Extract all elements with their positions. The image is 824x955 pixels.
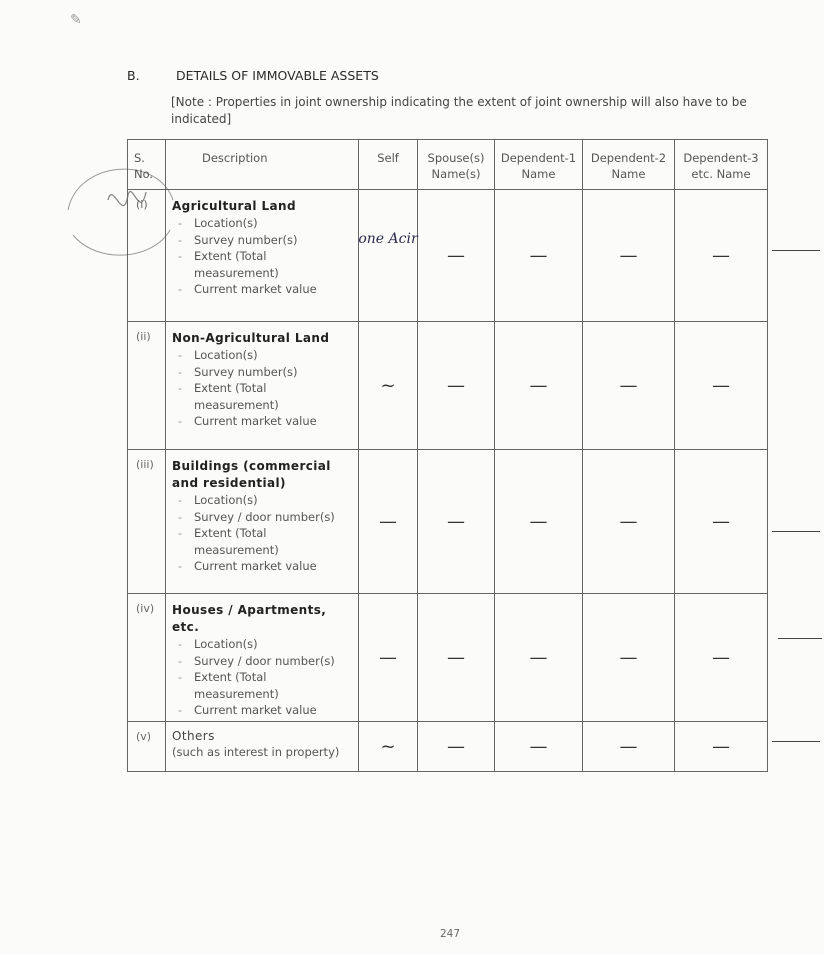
list-item: - Current market value [172,702,354,719]
header-dependent-3: Dependent-3 etc. Name [675,140,768,190]
cell-dependent-3 [675,190,768,322]
cell-dependent-3 [675,722,768,772]
nil-dash: — [712,375,730,396]
nil-dash: — [447,245,465,266]
list-item: - Current market value [172,281,354,298]
nil-dash: — [447,375,465,396]
nil-dash: — [619,245,638,266]
header-dependent-2: Dependent-2 Name [583,140,675,190]
list-item: - Location(s) [172,347,354,364]
cell-self [359,322,418,450]
cell-spouse [418,190,495,322]
scan-line [772,250,820,251]
cell-self [359,594,418,722]
list-item: - Extent (Total measurement) [172,669,354,702]
scan-line [772,531,820,532]
cell-dependent-3 [675,322,768,450]
table-row [128,322,768,450]
cell-dependent-1 [495,594,583,722]
nil-dash: — [619,511,638,532]
scan-line [778,638,822,639]
section-title: DETAILS OF IMMOVABLE ASSETS [175,68,379,83]
nil-dash: — [529,245,548,266]
nil-dash: — [447,511,465,532]
row-category: Agricultural Land [172,199,296,213]
nil-dash: — [529,647,548,668]
nil-dash: ~ [380,736,396,757]
table-row [128,722,768,772]
cell-dependent-2 [583,190,675,322]
list-item: - Extent (Total measurement) [172,248,354,281]
row-category: Non-Agricultural Land [172,331,330,345]
nil-dash: — [712,647,730,668]
cell-spouse [418,322,495,450]
cell-self [359,450,418,594]
list-item: - Survey number(s) [172,232,354,249]
list-item: - Location(s) [172,215,354,232]
nil-dash: — [379,511,397,532]
list-item: - Survey number(s) [172,364,354,381]
nil-dash: — [712,511,730,532]
row-description [166,322,359,450]
cell-self [359,190,418,322]
row-category: Houses / Apartments, etc. [172,603,327,634]
list-item: - Extent (Total measurement) [172,380,354,413]
cell-dependent-2 [583,322,675,450]
list-item: - Extent (Total measurement) [172,525,354,558]
list-item: - Current market value [172,413,354,430]
cell-dependent-3 [675,594,768,722]
header-self: Self [359,140,418,190]
nil-dash: — [447,647,465,668]
row-category: Buildings (commercial and residential) [172,459,331,490]
list-item: - Survey / door number(s) [172,509,354,526]
cell-spouse [418,722,495,772]
header-description: Description [166,140,359,190]
nil-dash: — [529,375,548,396]
row-category: Others [172,729,215,743]
row-description [166,594,359,722]
joint-ownership-note: [Note : Properties in joint ownership indicating the extent of joint ownership will also have to be indicated] [171,95,747,126]
header-dependent-1: Dependent-1 Name [495,140,583,190]
nil-dash: — [529,511,548,532]
nil-dash: — [379,647,397,668]
cell-dependent-2 [583,450,675,594]
nil-dash: — [619,375,638,396]
table-row [128,450,768,594]
nil-dash: — [619,736,638,757]
section-heading [127,68,379,83]
cell-dependent-1 [495,190,583,322]
cell-dependent-3 [675,450,768,594]
scan-smudge: ✎ [70,12,82,28]
list-item: - Current market value [172,558,354,575]
table-row [128,190,768,322]
list-item: - Location(s) [172,492,354,509]
header-spouse: Spouse(s) Name(s) [418,140,495,190]
cell-self [359,722,418,772]
cell-dependent-2 [583,594,675,722]
page-number: 247 [440,928,461,940]
nil-dash: — [712,736,730,757]
cell-dependent-1 [495,450,583,594]
header-sno: S. No. [128,140,166,190]
cell-dependent-1 [495,722,583,772]
row-sno: (i) [128,190,166,322]
table-header-row [128,140,768,190]
row-sno: (v) [128,722,166,772]
nil-dash: — [712,245,730,266]
cell-dependent-1 [495,322,583,450]
nil-dash: ~ [380,375,396,396]
cell-dependent-2 [583,722,675,772]
section-letter: B. [127,68,140,83]
nil-dash: — [529,736,548,757]
scan-line [772,741,820,742]
row-sno: (ii) [128,322,166,450]
cell-spouse [418,450,495,594]
immovable-assets-table [127,139,768,772]
list-item: - Survey / door number(s) [172,653,354,670]
row-sno: (iii) [128,450,166,594]
table-row [128,594,768,722]
row-sno: (iv) [128,594,166,722]
nil-dash: — [619,647,638,668]
handwritten-self-entry: one Acir [358,231,418,247]
row-description [166,190,359,322]
row-subtext: (such as interest in property) [172,745,340,759]
nil-dash: — [447,736,465,757]
row-description [166,450,359,594]
row-description [166,722,359,772]
list-item: - Location(s) [172,636,354,653]
cell-spouse [418,594,495,722]
